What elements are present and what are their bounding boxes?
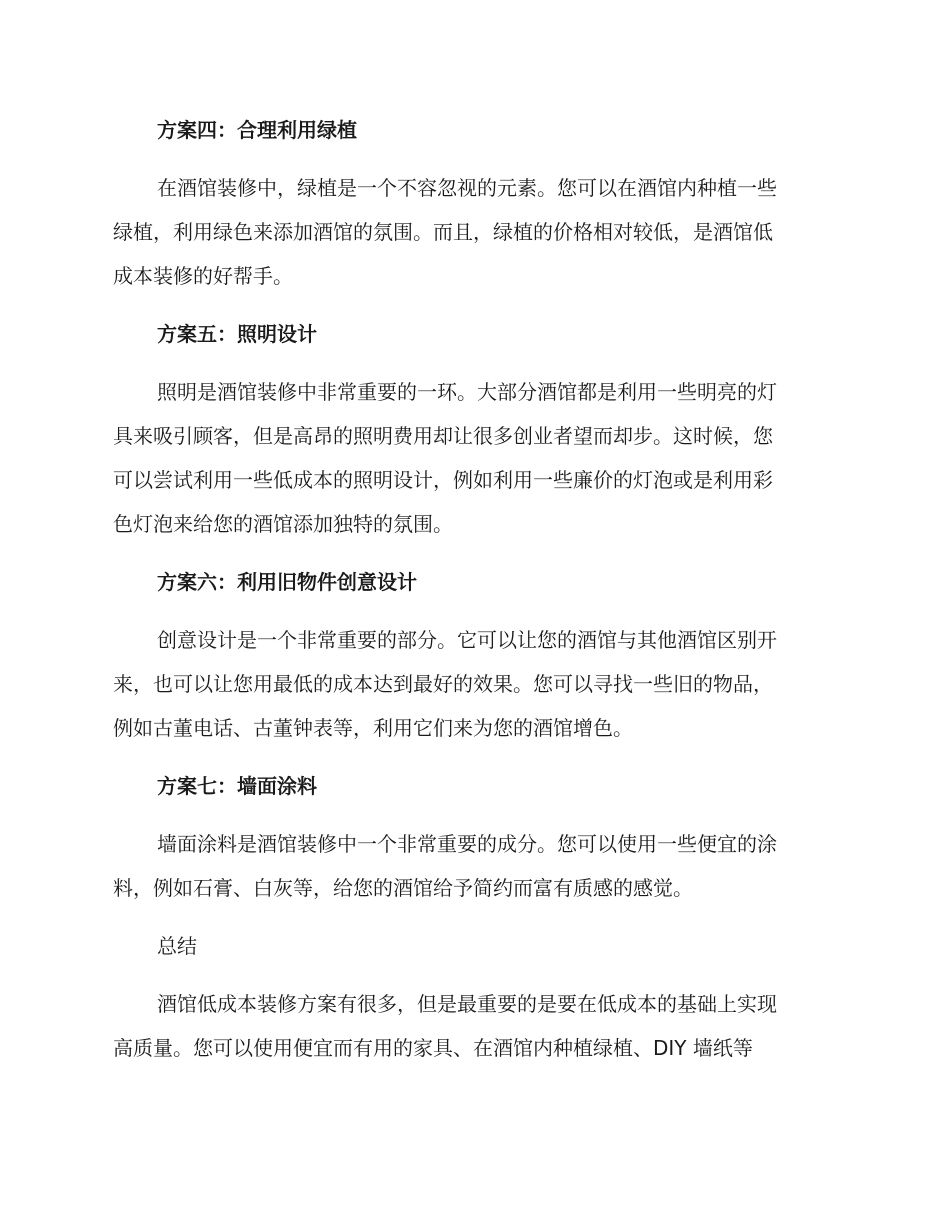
section-paragraph	[113, 618, 831, 750]
paragraph-line: 例如古董电话、古董钟表等，利用它们来为您的酒馆增色。	[113, 716, 633, 740]
section-heading: 方案七：墙面涂料	[157, 774, 317, 798]
section-paragraph	[113, 166, 831, 298]
section-plan-4	[113, 108, 831, 312]
paragraph-line: 墙面涂料是酒馆装修中一个非常重要的成分。您可以使用一些便宜的涂	[157, 832, 777, 856]
section-heading: 方案四：合理利用绿植	[157, 118, 357, 142]
paragraph-line: 可以尝试利用一些低成本的照明设计，例如利用一些廉价的灯泡或是利用彩	[113, 468, 773, 492]
section-summary	[113, 924, 831, 1070]
paragraph-line: 绿植，利用绿色来添加酒馆的氛围。而且，绿植的价格相对较低，是酒馆低	[113, 220, 773, 244]
section-paragraph	[113, 822, 831, 910]
section-plan-6	[113, 560, 831, 764]
paragraph-line: 成本装修的好帮手。	[113, 264, 293, 288]
paragraph-line: 创意设计是一个非常重要的部分。它可以让您的酒馆与其他酒馆区别开	[157, 628, 777, 652]
summary-heading: 总结	[157, 934, 197, 958]
paragraph-line: 料，例如石膏、白灰等，给您的酒馆给予简约而富有质感的感觉。	[113, 876, 693, 900]
paragraph-line: 具来吸引顾客，但是高昂的照明费用却让很多创业者望而却步。这时候，您	[113, 424, 773, 448]
paragraph-line: 高质量。您可以使用便宜而有用的家具、在酒馆内种植绿植、DIY 墙纸等	[113, 1036, 753, 1060]
paragraph-line: 色灯泡来给您的酒馆添加独特的氛围。	[113, 512, 453, 536]
document-page	[113, 108, 831, 1070]
section-plan-5	[113, 312, 831, 560]
paragraph-line: 酒馆低成本装修方案有很多，但是最重要的是要在低成本的基础上实现	[157, 992, 777, 1016]
summary-paragraph	[113, 982, 831, 1070]
section-heading: 方案六：利用旧物件创意设计	[157, 570, 417, 594]
section-plan-7	[113, 764, 831, 924]
section-paragraph	[113, 370, 831, 546]
paragraph-line: 来，也可以让您用最低的成本达到最好的效果。您可以寻找一些旧的物品，	[113, 672, 773, 696]
paragraph-line: 照明是酒馆装修中非常重要的一环。大部分酒馆都是利用一些明亮的灯	[157, 380, 777, 404]
section-heading: 方案五：照明设计	[157, 322, 317, 346]
paragraph-line: 在酒馆装修中，绿植是一个不容忽视的元素。您可以在酒馆内种植一些	[157, 176, 777, 200]
